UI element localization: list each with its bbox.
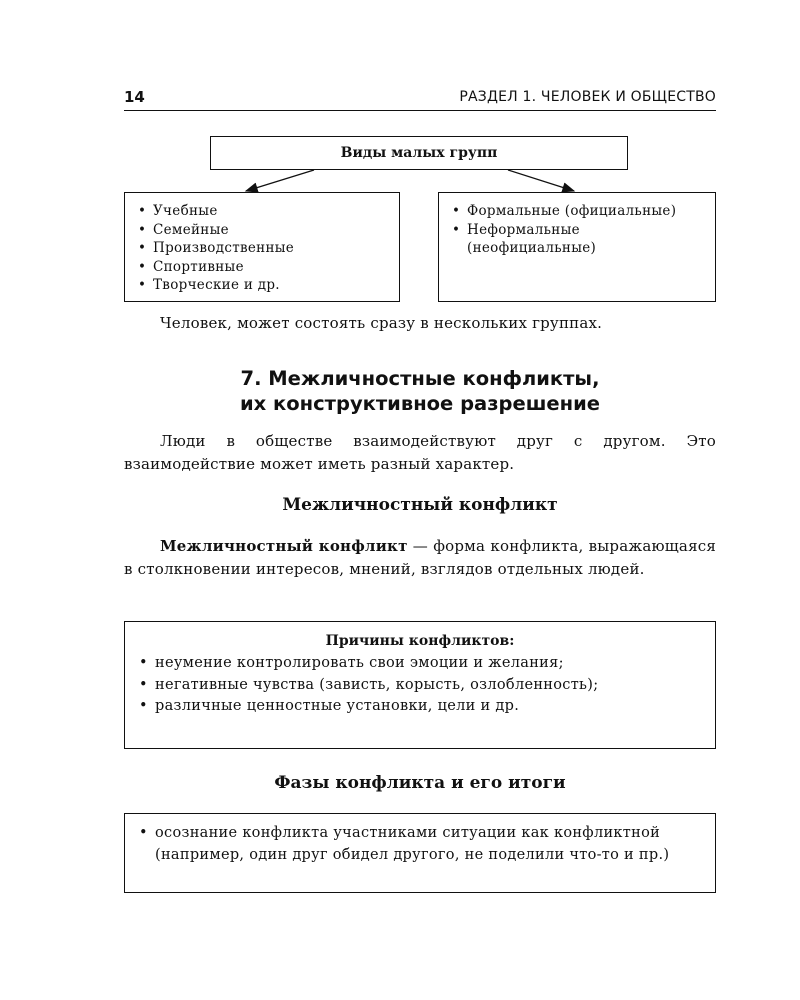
- list-item: • Учебные: [135, 202, 391, 221]
- section-heading-line1: 7. Межличностные конфликты,: [240, 367, 600, 390]
- definition-paragraph: [124, 535, 716, 581]
- section-heading-line2: их конструктивное разрешение: [239, 392, 601, 415]
- list-item: • Формальные (официальные): [449, 202, 707, 221]
- diagram-root-box: Виды малых групп: [210, 136, 628, 170]
- list-item: • Семейные: [135, 221, 391, 240]
- phases-list: [125, 823, 715, 866]
- list-item: • различные ценностные установки, цели и др.: [137, 696, 705, 718]
- definition-text: — форма конфликта, выражающаяся в столкновении интересов, мнений, взглядов отдельных людей.: [124, 537, 716, 578]
- page-header: [124, 88, 716, 111]
- small-groups-diagram: [124, 132, 716, 304]
- book-page: [124, 0, 716, 1000]
- groups-note: Человек, может состоять сразу в нескольких группах.: [160, 314, 603, 332]
- list-item: • осознание конфликта участниками ситуации как конфликтной (например, один друг обидел другого, не поделили что-то и пр.): [137, 823, 705, 866]
- phases-box: [124, 813, 716, 893]
- page-number: 14: [124, 88, 145, 106]
- list-item: • Творческие и др.: [135, 276, 391, 295]
- section-heading: [124, 366, 716, 416]
- subheading-conflict: Межличностный конфликт: [282, 495, 558, 515]
- causes-title: Причины конфликтов:: [325, 633, 515, 649]
- list-item: • Спортивные: [135, 258, 391, 277]
- running-section-title: РАЗДЕЛ 1. ЧЕЛОВЕК И ОБЩЕСТВО: [459, 89, 716, 105]
- arrow-left: [246, 170, 314, 191]
- group-formality-list: [449, 202, 707, 258]
- group-types-list: [135, 202, 391, 295]
- list-item: • неумение контролировать свои эмоции и желания;: [137, 653, 705, 675]
- causes-list: [125, 653, 715, 718]
- list-item: • негативные чувства (зависть, корысть, озлобленность);: [137, 675, 705, 697]
- diagram-left-box: [124, 192, 400, 302]
- list-item: • Неформальные (неофициальные): [449, 221, 707, 258]
- arrow-right: [508, 170, 574, 191]
- subheading-phases: Фазы конфликта и его итоги: [274, 773, 566, 793]
- list-item: • Производственные: [135, 239, 391, 258]
- causes-box: [124, 621, 716, 749]
- definition-term: Межличностный конфликт: [160, 537, 408, 555]
- intro-paragraph: Люди в обществе взаимодействуют друг с другом. Это взаимодействие может иметь разный характер.: [124, 432, 716, 473]
- diagram-right-box: [438, 192, 716, 302]
